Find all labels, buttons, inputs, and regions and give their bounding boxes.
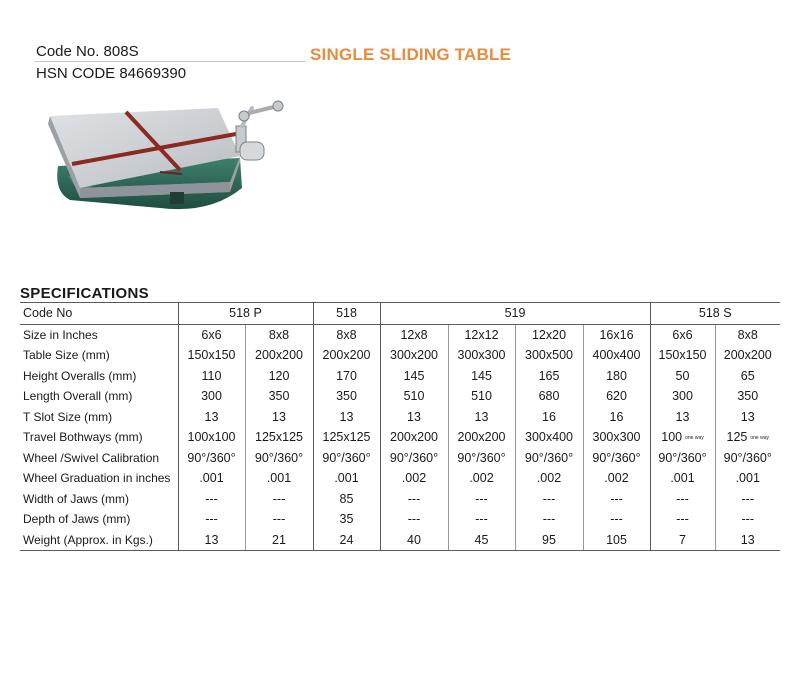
table-cell: 7: [650, 530, 715, 551]
table-cell: ---: [448, 509, 515, 530]
travel-note: one way: [685, 434, 704, 441]
table-row: [20, 366, 780, 387]
table-cell: 45: [448, 530, 515, 551]
table-cell: 90°/360°: [515, 448, 583, 469]
table-cell: 350: [715, 386, 780, 407]
row-label: Length Overall (mm): [23, 389, 133, 404]
table-cell: 13: [448, 407, 515, 428]
specifications-table: [20, 302, 780, 551]
table-cell: 13: [715, 407, 780, 428]
table-cell: 200x200: [313, 345, 380, 366]
table-row: [20, 303, 780, 325]
group-518s: 518 S: [650, 303, 780, 325]
table-cell: 300x400: [515, 427, 583, 448]
table-cell: 300x300: [448, 345, 515, 366]
table-cell: 300: [650, 386, 715, 407]
table-cell: .001: [245, 468, 313, 489]
table-cell: 200x200: [380, 427, 448, 448]
cell-value: 125: [726, 430, 748, 445]
table-cell: 90°/360°: [448, 448, 515, 469]
table-cell: [650, 427, 715, 448]
table-cell: 170: [313, 366, 380, 387]
table-cell: ---: [650, 509, 715, 530]
row-label: Height Overalls (mm): [23, 368, 137, 383]
cell-value: 100: [661, 430, 683, 445]
table-cell: 90°/360°: [313, 448, 380, 469]
table-cell: 13: [178, 530, 245, 551]
product-image: [40, 96, 290, 226]
table-cell: 6x6: [650, 324, 715, 345]
table-row: [20, 407, 780, 428]
table-cell: ---: [245, 509, 313, 530]
table-cell: 65: [715, 366, 780, 387]
table-cell: ---: [245, 489, 313, 510]
table-row: [20, 345, 780, 366]
group-518: 518: [313, 303, 380, 325]
table-cell: 90°/360°: [380, 448, 448, 469]
table-cell: 24: [313, 530, 380, 551]
table-cell: ---: [380, 489, 448, 510]
table-row: [20, 448, 780, 469]
table-cell: ---: [515, 509, 583, 530]
title-divider: [34, 61, 306, 62]
table-cell: 90°/360°: [715, 448, 780, 469]
code-number: Code No. 808S: [36, 43, 139, 60]
table-cell: ---: [583, 509, 650, 530]
table-cell: 13: [650, 407, 715, 428]
table-cell: 125x125: [313, 427, 380, 448]
row-label: Wheel Graduation in inches: [23, 471, 171, 486]
table-row: [20, 324, 780, 345]
row-label: T Slot Size (mm): [23, 409, 113, 424]
table-cell: .002: [448, 468, 515, 489]
table-cell: ---: [178, 509, 245, 530]
table-cell: ---: [380, 509, 448, 530]
table-cell: [715, 427, 780, 448]
row-label: Weight (Approx. in Kgs.): [20, 530, 178, 551]
specifications-heading: SPECIFICATIONS: [20, 285, 149, 302]
table-cell: .002: [515, 468, 583, 489]
table-cell: 300: [178, 386, 245, 407]
table-cell: 16: [583, 407, 650, 428]
table-cell: .002: [583, 468, 650, 489]
table-cell: 13: [178, 407, 245, 428]
table-cell: .002: [380, 468, 448, 489]
table-cell: 13: [380, 407, 448, 428]
table-cell: 95: [515, 530, 583, 551]
table-cell: .001: [715, 468, 780, 489]
table-cell: 150x150: [650, 345, 715, 366]
table-cell: 13: [245, 407, 313, 428]
table-cell: 90°/360°: [245, 448, 313, 469]
page-title: SINGLE SLIDING TABLE: [310, 45, 512, 64]
table-cell: 35: [313, 509, 380, 530]
table-row: [20, 509, 780, 530]
table-cell: 145: [380, 366, 448, 387]
row-label: Code No: [20, 303, 178, 325]
table-cell: 100x100: [178, 427, 245, 448]
table-cell: 300x500: [515, 345, 583, 366]
table-cell: 8x8: [245, 324, 313, 345]
table-cell: 110: [178, 366, 245, 387]
table-cell: ---: [650, 489, 715, 510]
table-cell: 350: [313, 386, 380, 407]
travel-note: one way: [750, 434, 769, 441]
table-cell: ---: [715, 509, 780, 530]
table-cell: 145: [448, 366, 515, 387]
table-row: [20, 530, 780, 551]
table-cell: ---: [583, 489, 650, 510]
table-cell: .001: [650, 468, 715, 489]
hsn-code: HSN CODE 84669390: [36, 65, 187, 82]
table-cell: 125x125: [245, 427, 313, 448]
table-cell: 21: [245, 530, 313, 551]
table-cell: 350: [245, 386, 313, 407]
table-cell: 40: [380, 530, 448, 551]
table-cell: 400x400: [583, 345, 650, 366]
table-cell: 6x6: [178, 324, 245, 345]
table-cell: ---: [715, 489, 780, 510]
table-cell: .001: [313, 468, 380, 489]
table-cell: 8x8: [313, 324, 380, 345]
row-label: Travel Bothways (mm): [23, 430, 143, 445]
table-cell: 8x8: [715, 324, 780, 345]
group-519: 519: [380, 303, 650, 325]
table-row: [20, 468, 780, 489]
row-label: Size in Inches: [23, 327, 98, 342]
table-cell: 180: [583, 366, 650, 387]
table-cell: 90°/360°: [178, 448, 245, 469]
table-cell: 120: [245, 366, 313, 387]
table-cell: 12x8: [380, 324, 448, 345]
table-cell: 90°/360°: [583, 448, 650, 469]
table-cell: ---: [178, 489, 245, 510]
table-cell: 90°/360°: [650, 448, 715, 469]
row-label: Width of Jaws (mm): [23, 491, 130, 506]
group-518p: 518 P: [178, 303, 313, 325]
table-cell: ---: [515, 489, 583, 510]
table-cell: 200x200: [448, 427, 515, 448]
table-row: [20, 489, 780, 510]
table-cell: ---: [448, 489, 515, 510]
table-cell: .001: [178, 468, 245, 489]
row-label: Depth of Jaws (mm): [23, 512, 131, 527]
table-cell: 13: [313, 407, 380, 428]
row-label: Table Size (mm): [23, 348, 110, 363]
table-cell: 50: [650, 366, 715, 387]
table-row: [20, 427, 780, 448]
table-cell: 12x12: [448, 324, 515, 345]
table-cell: 150x150: [178, 345, 245, 366]
table-cell: 620: [583, 386, 650, 407]
table-cell: 200x200: [245, 345, 313, 366]
table-row: [20, 386, 780, 407]
table-cell: 13: [715, 530, 780, 551]
table-cell: 200x200: [715, 345, 780, 366]
table-cell: 300x200: [380, 345, 448, 366]
table-cell: 16x16: [583, 324, 650, 345]
table-cell: 12x20: [515, 324, 583, 345]
table-cell: 510: [380, 386, 448, 407]
table-cell: 680: [515, 386, 583, 407]
table-cell: 300x300: [583, 427, 650, 448]
row-label: Wheel /Swivel Calibration: [23, 450, 160, 465]
table-cell: 85: [313, 489, 380, 510]
table-cell: 105: [583, 530, 650, 551]
table-cell: 16: [515, 407, 583, 428]
table-cell: 510: [448, 386, 515, 407]
table-cell: 165: [515, 366, 583, 387]
